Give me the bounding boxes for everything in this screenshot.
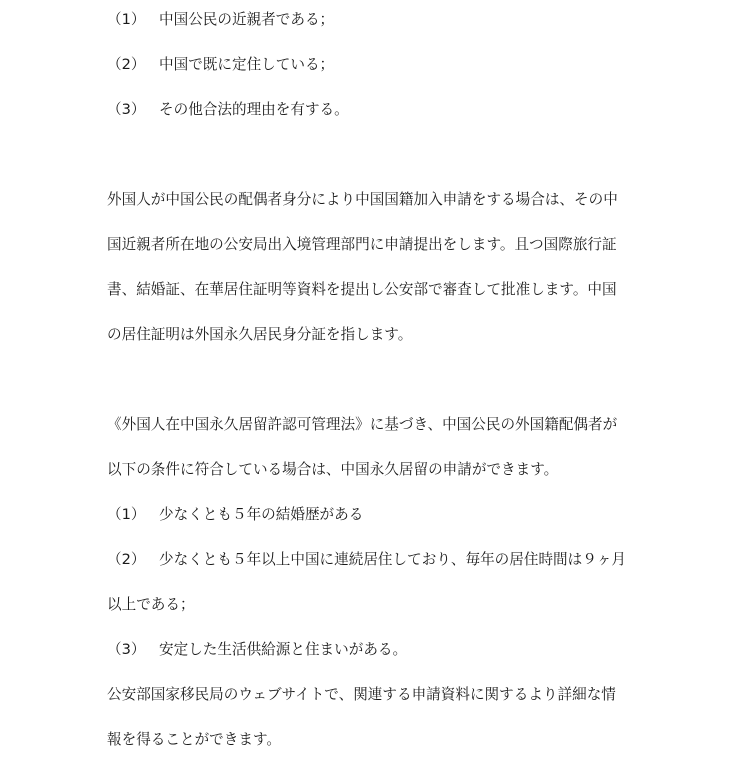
paragraph-line: 外国人が中国公民の配偶者身分により中国国籍加入申請をする場合は、その中 xyxy=(107,191,618,208)
paragraph-line: の居住証明は外国永久居民身分証を指します。 xyxy=(107,326,413,343)
list-item-text: 安定した生活供給源と住まいがある。 xyxy=(159,641,408,658)
list-item xyxy=(107,10,334,30)
list-item-number: （1） xyxy=(107,506,146,523)
list-item-text: 中国公民の近親者である； xyxy=(159,11,335,28)
paragraph-line: 書、結婚証、在華居住証明等資料を提出し公安部で審査して批准します。中国 xyxy=(107,281,617,298)
list-item xyxy=(107,505,363,525)
list-item-continuation xyxy=(107,595,195,615)
list-item xyxy=(107,100,349,120)
list-item-number: （3） xyxy=(107,101,146,118)
list-item-text: 中国で既に定住している； xyxy=(159,56,335,73)
list-item-number: （1） xyxy=(107,11,146,28)
paragraph-line: 以下の条件に符合している場合は、中国永久居留の申請ができます。 xyxy=(107,461,559,478)
list-item xyxy=(107,55,334,75)
list-item-text: 少なくとも５年の結婚歴がある xyxy=(159,506,364,523)
list-item-number: （3） xyxy=(107,641,146,658)
list-item xyxy=(107,550,626,570)
list-item-text: 少なくとも５年以上中国に連続居住しており、毎年の居住時間は９ヶ月 xyxy=(159,551,627,568)
paragraph-line: 公安部国家移民局のウェブサイトで、関連する申請資料に関するより詳細な情 xyxy=(107,686,616,703)
list-item-text: その他合法的理由を有する。 xyxy=(159,101,349,118)
paragraph-line: 国近親者所在地の公安局出入境管理部門に申請提出をします。且つ国際旅行証 xyxy=(107,236,617,253)
list-item xyxy=(107,640,407,660)
list-item-number: （2） xyxy=(107,551,146,568)
list-item-number: （2） xyxy=(107,56,146,73)
list-item-text: 以上である； xyxy=(107,596,195,613)
paragraph-line: 報を得ることができます。 xyxy=(107,731,281,748)
paragraph-line: 《外国人在中国永久居留許認可管理法》に基づき、中国公民の外国籍配偶者が xyxy=(107,416,618,433)
